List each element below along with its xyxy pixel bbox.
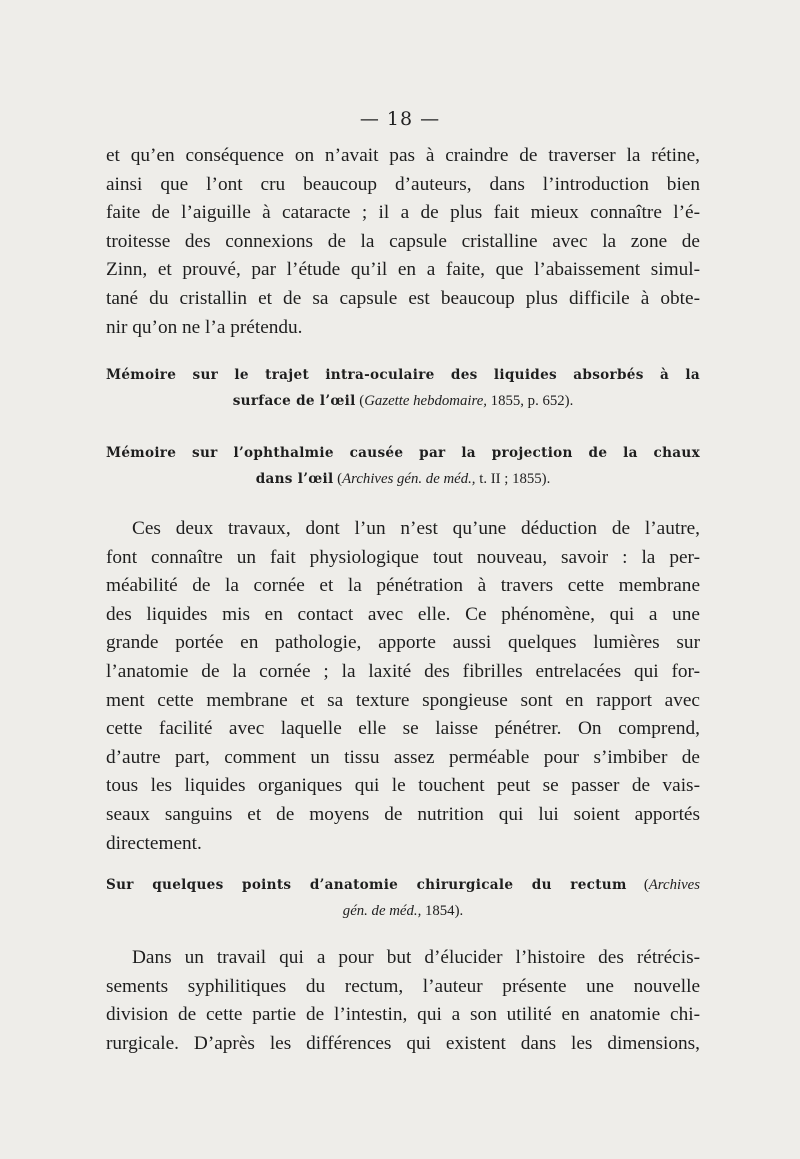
citation-detail: 1854). [421, 903, 464, 919]
text-line: l’anatomie de la cornée ; la laxité des fibrilles entrelacées qui for- [106, 660, 700, 682]
text-line: seaux sanguins et de moyens de nutrition qui lui soient apportés [106, 803, 700, 825]
citation-detail: 1855, p. 652). [486, 393, 574, 409]
text-line: ainsi que l’ont cru beaucoup d’auteurs, dans l’introduction bien [106, 173, 700, 195]
journal-name: Archives gén. de méd., [342, 471, 476, 487]
work-heading-ophthalmie-chaux [106, 440, 700, 492]
work-title: Mémoire sur le trajet intra-oculaire des liquides absorbés à la [106, 367, 700, 383]
work-title: Mémoire sur l’ophthalmie causée par la projection de la chaux [106, 445, 700, 461]
citation-detail: t. II ; 1855). [475, 471, 551, 487]
text-line: grande portée en pathologie, apporte aussi quelques lumières sur [106, 632, 700, 654]
page-number: — 18 — [359, 108, 441, 130]
text-line: rurgicale. D’après les différences qui existent dans les dimensions, [106, 1032, 700, 1054]
paragraph-cornea-permeability [106, 515, 700, 858]
text-line: méabilité de la cornée et la pénétration à travers cette membrane [106, 575, 700, 597]
text-line: ment cette membrane et sa texture spongieuse sont en rapport avec [106, 689, 700, 711]
text-line: Ces deux travaux, dont l’un n’est qu’une déduction de l’autre, [132, 518, 700, 539]
text-line: et qu’en conséquence on n’avait pas à craindre de traverser la rétine, [106, 145, 700, 166]
work-title: Sur quelques points d’anatomie chirurgicale du rectum [106, 877, 627, 893]
paragraph-continuation [106, 142, 700, 342]
text-line: tané du cristallin et de sa capsule est beaucoup plus difficile à obte- [106, 287, 700, 309]
text-line: d’autre part, comment un tissu assez perméable pour s’imbiber de [106, 746, 700, 768]
journal-name-continued: gén. de méd., [342, 903, 422, 919]
work-title-continued: surface de l’œil [232, 393, 356, 409]
work-title-continued: dans l’œil [255, 471, 334, 487]
text-line: des liquides mis en contact avec elle. Ce phénomène, qui a une [106, 603, 700, 625]
text-line: division de cette partie de l’intestin, qui a son utilité en anatomie chi- [106, 1004, 700, 1026]
text-line: tous les liquides organiques qui le touchent peut se passer de vais- [106, 775, 700, 797]
paragraph-rectum [106, 944, 700, 1058]
text-line: Dans un travail qui a pour but d’élucider l’histoire des rétrécis- [132, 947, 700, 968]
text-line: nir qu’on ne l’a prétendu. [106, 316, 303, 338]
citation-open: ( [626, 877, 649, 893]
text-line: sements syphilitiques du rectum, l’auteur présente une nouvelle [106, 975, 700, 997]
text-line: troitesse des connexions de la capsule cristalline avec la zone de [106, 230, 700, 252]
journal-name: Gazette hebdomaire, [364, 393, 487, 409]
text-line: directement. [106, 832, 202, 854]
journal-name: Archives [648, 877, 700, 893]
text-line: faite de l’aiguille à cataracte ; il a de plus fait mieux connaître l’é- [106, 202, 700, 224]
work-heading-rectum [106, 872, 700, 924]
citation-open: ( [333, 471, 343, 487]
text-line: cette facilité avec laquelle elle se laisse pénétrer. On comprend, [106, 718, 700, 740]
citation-open: ( [355, 393, 365, 409]
text-line: font connaître un fait physiologique tout nouveau, savoir : la per- [106, 546, 700, 568]
work-heading-trajet-intra-oculaire [106, 362, 700, 414]
text-line: Zinn, et prouvé, par l’étude qu’il en a faite, que l’abaissement simul- [106, 259, 700, 281]
